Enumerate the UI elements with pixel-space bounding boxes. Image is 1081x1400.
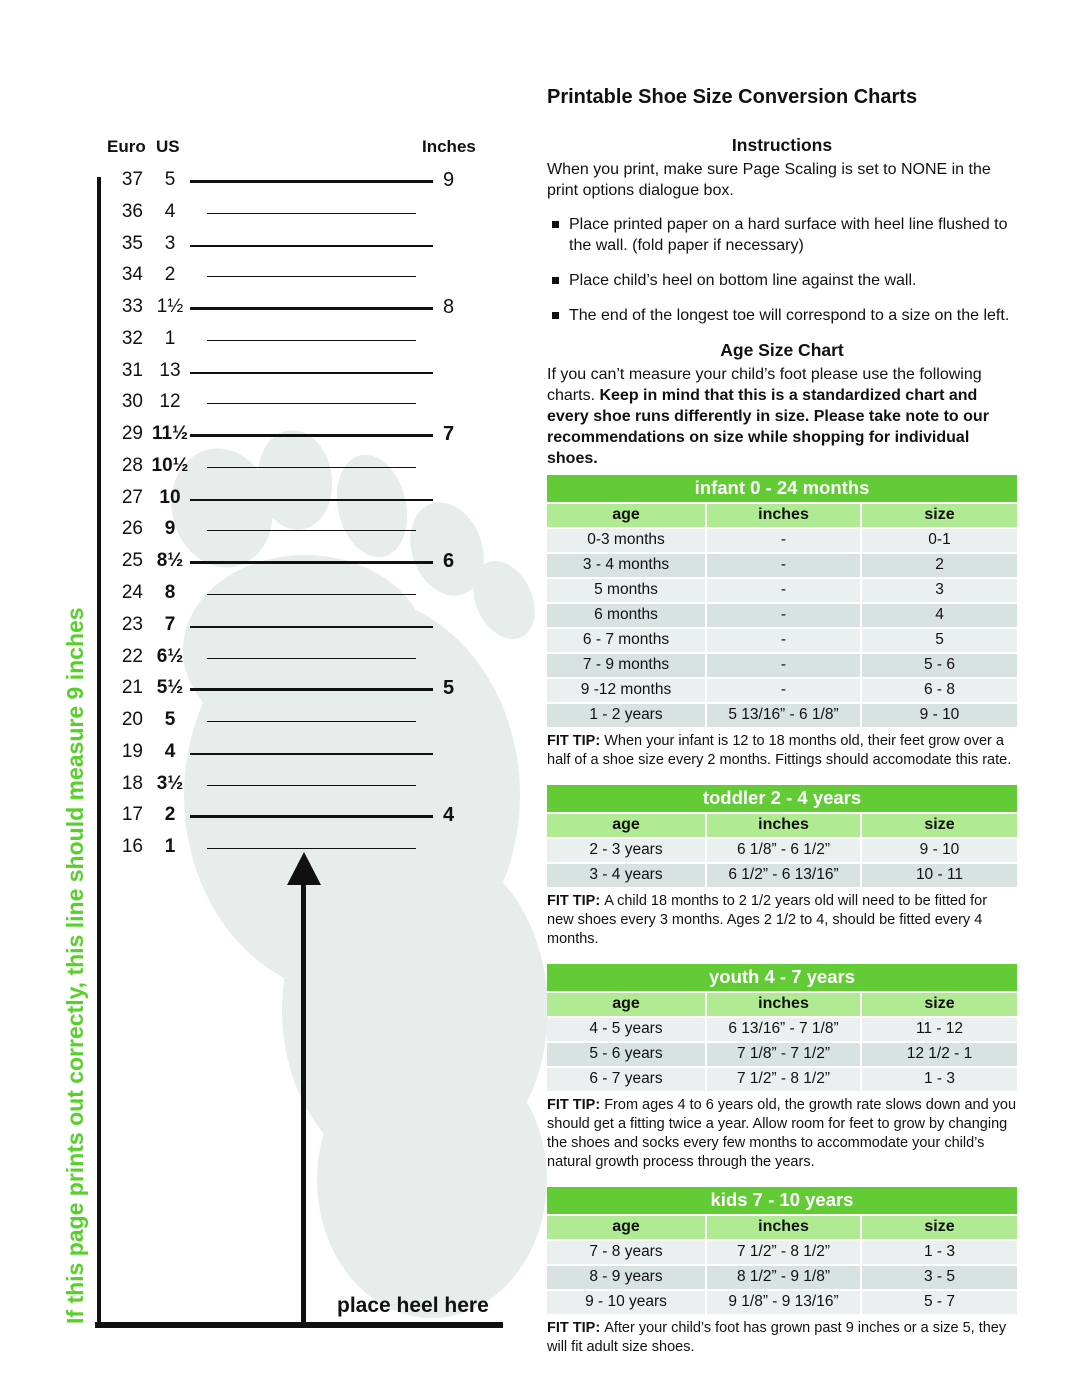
- size-line: [207, 213, 416, 214]
- size-cell: 2: [862, 554, 1017, 577]
- fit-tip: FIT TIP: From ages 4 to 6 years old, the growth rate slows down and you should get a fitting twice a year. Allow room for feet to grow by changing the shoes and socks every few months to accommodate your child’s natural growth process through the years.: [547, 1097, 1017, 1170]
- euro-size-label: 19: [121, 740, 143, 762]
- euro-size-label: 37: [121, 169, 143, 190]
- us-size-label: 9: [164, 518, 176, 540]
- table-row: [547, 704, 1017, 727]
- inches-cell: -: [707, 654, 860, 677]
- euro-size-label: 36: [121, 200, 143, 222]
- age-cell: 3 - 4 months: [547, 554, 705, 577]
- table-row: [547, 529, 1017, 552]
- fit-tip: FIT TIP: A child 18 months to 2 1/2 years old will need to be fitted for new shoes every 3 months. Ages 2 1/2 to 4, should be fitted every 4 months.: [547, 893, 988, 947]
- table-row: [547, 1266, 1017, 1289]
- us-size-label: 3½: [156, 772, 184, 794]
- age-cell: 6 - 7 years: [547, 1068, 705, 1091]
- age-cell: 6 months: [547, 604, 705, 627]
- size-cell: 5 - 6: [862, 654, 1017, 677]
- fit-tip-label: FIT TIP:: [547, 733, 605, 749]
- us-size-label: 2: [164, 264, 176, 286]
- euro-size-label: 32: [121, 327, 143, 349]
- table-header-cell: size: [862, 814, 1017, 837]
- age-cell: 9 -12 months: [547, 679, 705, 702]
- us-size-label: 10: [159, 486, 181, 508]
- euro-size-label: 25: [121, 550, 143, 572]
- fit-tip-label: FIT TIP:: [547, 1097, 605, 1113]
- size-line: [190, 561, 433, 564]
- us-size-label: 3: [164, 232, 176, 254]
- right-column: [547, 0, 1017, 1366]
- size-line: [207, 467, 416, 468]
- size-table-section: [547, 475, 1017, 770]
- instructions-list: [547, 214, 1017, 326]
- ruler-row: [0, 455, 560, 481]
- age-cell: 2 - 3 years: [547, 839, 705, 862]
- size-line: [207, 594, 416, 595]
- inches-cell: 8 1/2” - 9 1/8”: [707, 1266, 860, 1289]
- age-cell: 5 - 6 years: [547, 1043, 705, 1066]
- size-cell: 11 - 12: [862, 1018, 1017, 1041]
- size-tables: [547, 475, 1017, 1366]
- table-row: [547, 679, 1017, 702]
- us-size-label: 5: [164, 709, 176, 731]
- euro-size-label: 22: [121, 645, 143, 667]
- table-gap: [547, 1172, 1017, 1181]
- us-size-label: 8: [164, 582, 176, 603]
- table-header-row: [547, 504, 1017, 527]
- age-size-chart-heading: Age Size Chart: [720, 340, 844, 360]
- table-title-bar: youth 4 - 7 years: [547, 964, 1017, 991]
- age-cell: 4 - 5 years: [547, 1018, 705, 1041]
- table-row: [547, 839, 1017, 862]
- euro-size-label: 33: [121, 296, 143, 318]
- table-header-cell: age: [547, 1216, 705, 1239]
- size-table-section: [547, 785, 1017, 949]
- inch-mark-label: 9: [443, 169, 455, 191]
- size-line: [190, 626, 433, 628]
- size-line: [207, 530, 416, 531]
- euro-size-label: 18: [121, 772, 143, 794]
- size-cell: 3 - 5: [862, 1266, 1017, 1289]
- age-intro-bold: Keep in mind that this is a standardized chart and every shoe runs differently in size. Please take note to our recommendations on size while shopping for individual shoes.: [547, 387, 989, 467]
- measure-arrow-head-icon: [287, 852, 321, 885]
- age-cell: 8 - 9 years: [547, 1266, 705, 1289]
- size-cell: 12 1/2 - 1: [862, 1043, 1017, 1066]
- size-cell: 5: [862, 629, 1017, 652]
- size-line: [190, 180, 433, 183]
- ruler-row: [0, 487, 560, 513]
- inches-cell: -: [707, 554, 860, 577]
- us-size-label: 13: [159, 359, 181, 381]
- ruler-row: [0, 201, 560, 227]
- inches-cell: -: [707, 604, 860, 627]
- table-header-row: [547, 993, 1017, 1016]
- fit-tip-label: FIT TIP:: [547, 1320, 605, 1336]
- ruler-row: [0, 169, 560, 195]
- us-column-header: US: [156, 137, 180, 156]
- inch-mark-label: 6: [443, 550, 455, 573]
- table-row: [547, 579, 1017, 602]
- heel-baseline: [95, 1322, 503, 1328]
- euro-size-label: 28: [121, 454, 143, 476]
- ruler-row: [0, 328, 560, 354]
- table-row: [547, 554, 1017, 577]
- size-line: [190, 753, 433, 755]
- age-cell: 7 - 8 years: [547, 1241, 705, 1264]
- euro-column-header: Euro: [107, 137, 146, 156]
- fit-tip-label: FIT TIP:: [547, 893, 605, 909]
- us-size-label: 5: [164, 169, 176, 190]
- table-header-cell: age: [547, 993, 705, 1016]
- ruler-row: [0, 296, 560, 322]
- table-title-bar: toddler 2 - 4 years: [547, 785, 1017, 812]
- euro-size-label: 29: [121, 423, 143, 445]
- us-size-label: 1: [164, 327, 176, 349]
- table-title-bar: kids 7 - 10 years: [547, 1187, 1017, 1214]
- ruler-row: [0, 233, 560, 259]
- table-title-bar: infant 0 - 24 months: [547, 475, 1017, 502]
- euro-size-label: 23: [121, 613, 143, 635]
- table-header-row: [547, 814, 1017, 837]
- table-header-cell: age: [547, 504, 705, 527]
- size-cell: 4: [862, 604, 1017, 627]
- age-cell: 7 - 9 months: [547, 654, 705, 677]
- size-line: [190, 245, 433, 247]
- page-title: Printable Shoe Size Conversion Charts: [547, 86, 918, 108]
- size-cell: 9 - 10: [862, 704, 1017, 727]
- euro-size-label: 21: [121, 677, 143, 699]
- inch-mark-label: 7: [443, 423, 455, 446]
- table-header-cell: size: [862, 993, 1017, 1016]
- table-header-row: [547, 1216, 1017, 1239]
- size-line: [190, 815, 433, 818]
- size-cell: 10 - 11: [862, 864, 1017, 887]
- size-line: [207, 658, 416, 659]
- size-line: [207, 785, 416, 786]
- table-row: [547, 864, 1017, 887]
- us-size-label: 11½: [152, 423, 188, 445]
- table-row: [547, 1241, 1017, 1264]
- inches-cell: -: [707, 529, 860, 552]
- measure-arrow-shaft: [301, 882, 306, 1325]
- size-table-section: [547, 964, 1017, 1172]
- table-gap: [547, 770, 1017, 779]
- age-intro-normal: If you can’t measure your child’s foot please use the following charts.: [547, 366, 982, 404]
- size-cell: 9 - 10: [862, 839, 1017, 862]
- inches-cell: -: [707, 679, 860, 702]
- size-line: [207, 340, 416, 341]
- inches-cell: 6 1/2” - 6 13/16”: [707, 864, 860, 887]
- us-size-label: 10½: [151, 454, 189, 476]
- table-header-cell: inches: [707, 504, 860, 527]
- place-heel-here-label: place heel here: [337, 1294, 489, 1317]
- age-cell: 5 months: [547, 579, 705, 602]
- size-cell: 3: [862, 579, 1017, 602]
- size-line: [190, 499, 433, 501]
- us-size-label: 4: [164, 740, 176, 762]
- table-header-cell: inches: [707, 993, 860, 1016]
- inches-cell: 7 1/2” - 8 1/2”: [707, 1241, 860, 1264]
- size-line: [190, 434, 433, 437]
- table-header-cell: inches: [707, 1216, 860, 1239]
- inches-cell: -: [707, 579, 860, 602]
- fit-tip: FIT TIP: When your infant is 12 to 18 months old, their feet grow over a half of a shoe size every 2 months. Fittings should accomodate this rate.: [547, 733, 1012, 768]
- table-gap: [547, 1357, 1017, 1366]
- size-line: [190, 688, 433, 691]
- size-line: [207, 276, 416, 277]
- ruler-row: [0, 391, 560, 417]
- euro-size-label: 27: [121, 486, 143, 508]
- instruction-item: Place child’s heel on bottom line against the wall.: [547, 270, 1017, 291]
- ruler-row: [0, 423, 560, 449]
- inches-cell: 7 1/2” - 8 1/2”: [707, 1068, 860, 1091]
- inches-cell: 9 1/8” - 9 13/16”: [707, 1291, 860, 1314]
- instruction-item: The end of the longest toe will correspond to a size on the left.: [547, 305, 1017, 326]
- us-size-label: 5½: [156, 677, 184, 699]
- us-size-label: 1½: [156, 296, 184, 318]
- size-cell: 0-1: [862, 529, 1017, 552]
- inches-cell: 6 1/8” - 6 1/2”: [707, 839, 860, 862]
- euro-size-label: 30: [121, 391, 143, 413]
- table-row: [547, 1291, 1017, 1314]
- table-gap: [547, 949, 1017, 958]
- euro-size-label: 16: [121, 836, 143, 858]
- table-row: [547, 1043, 1017, 1066]
- table-header-cell: age: [547, 814, 705, 837]
- inches-cell: 6 13/16” - 7 1/8”: [707, 1018, 860, 1041]
- euro-size-label: 34: [121, 264, 143, 286]
- age-cell: 6 - 7 months: [547, 629, 705, 652]
- print-check-note: If this page prints out correctly, this line should measure 9 inches: [62, 607, 88, 1324]
- table-header-cell: size: [862, 504, 1017, 527]
- inch-mark-label: 8: [443, 296, 455, 319]
- inches-column-header: Inches: [422, 137, 476, 156]
- size-line: [207, 721, 416, 722]
- age-cell: 9 - 10 years: [547, 1291, 705, 1314]
- size-cell: 6 - 8: [862, 679, 1017, 702]
- size-table-section: [547, 1187, 1017, 1357]
- inches-cell: -: [707, 629, 860, 652]
- ruler-row: [0, 264, 560, 290]
- us-size-label: 12: [159, 391, 181, 413]
- size-line: [207, 848, 416, 849]
- size-line: [190, 307, 433, 310]
- inches-cell: 7 1/8” - 7 1/2”: [707, 1043, 860, 1066]
- us-size-label: 1: [164, 836, 176, 858]
- table-row: [547, 1018, 1017, 1041]
- us-size-label: 4: [164, 200, 176, 222]
- us-size-label: 7: [164, 613, 176, 635]
- instructions-heading: Instructions: [731, 135, 833, 155]
- size-cell: 1 - 3: [862, 1068, 1017, 1091]
- size-line: [207, 403, 416, 404]
- euro-size-label: 35: [121, 232, 143, 254]
- inches-cell: 5 13/16” - 6 1/8”: [707, 704, 860, 727]
- euro-size-label: 31: [121, 359, 143, 381]
- ruler-row: [0, 360, 560, 386]
- table-row: [547, 604, 1017, 627]
- table-row: [547, 1068, 1017, 1091]
- age-cell: 3 - 4 years: [547, 864, 705, 887]
- euro-size-label: 24: [121, 582, 143, 603]
- table-row: [547, 629, 1017, 652]
- us-size-label: 8½: [156, 550, 184, 572]
- size-line: [190, 372, 433, 374]
- us-size-label: 2: [164, 804, 176, 826]
- size-cell: 1 - 3: [862, 1241, 1017, 1264]
- inch-mark-label: 4: [443, 804, 455, 827]
- table-row: [547, 654, 1017, 677]
- age-cell: 1 - 2 years: [547, 704, 705, 727]
- euro-size-label: 26: [121, 518, 143, 540]
- table-header-cell: inches: [707, 814, 860, 837]
- instructions-intro: When you print, make sure Page Scaling is set to NONE in the print options dialogue box.: [547, 161, 991, 199]
- table-header-cell: size: [862, 1216, 1017, 1239]
- euro-size-label: 17: [121, 804, 143, 826]
- size-cell: 5 - 7: [862, 1291, 1017, 1314]
- age-cell: 0-3 months: [547, 529, 705, 552]
- age-size-chart-intro: [547, 364, 1017, 469]
- euro-size-label: 20: [121, 709, 143, 731]
- inch-mark-label: 5: [443, 677, 455, 700]
- fit-tip: FIT TIP: After your child’s foot has grown past 9 inches or a size 5, they will fit adult size shoes.: [547, 1320, 1007, 1355]
- us-size-label: 6½: [156, 645, 184, 667]
- instruction-item: Place printed paper on a hard surface with heel line flushed to the wall. (fold paper if necessary): [547, 214, 1017, 256]
